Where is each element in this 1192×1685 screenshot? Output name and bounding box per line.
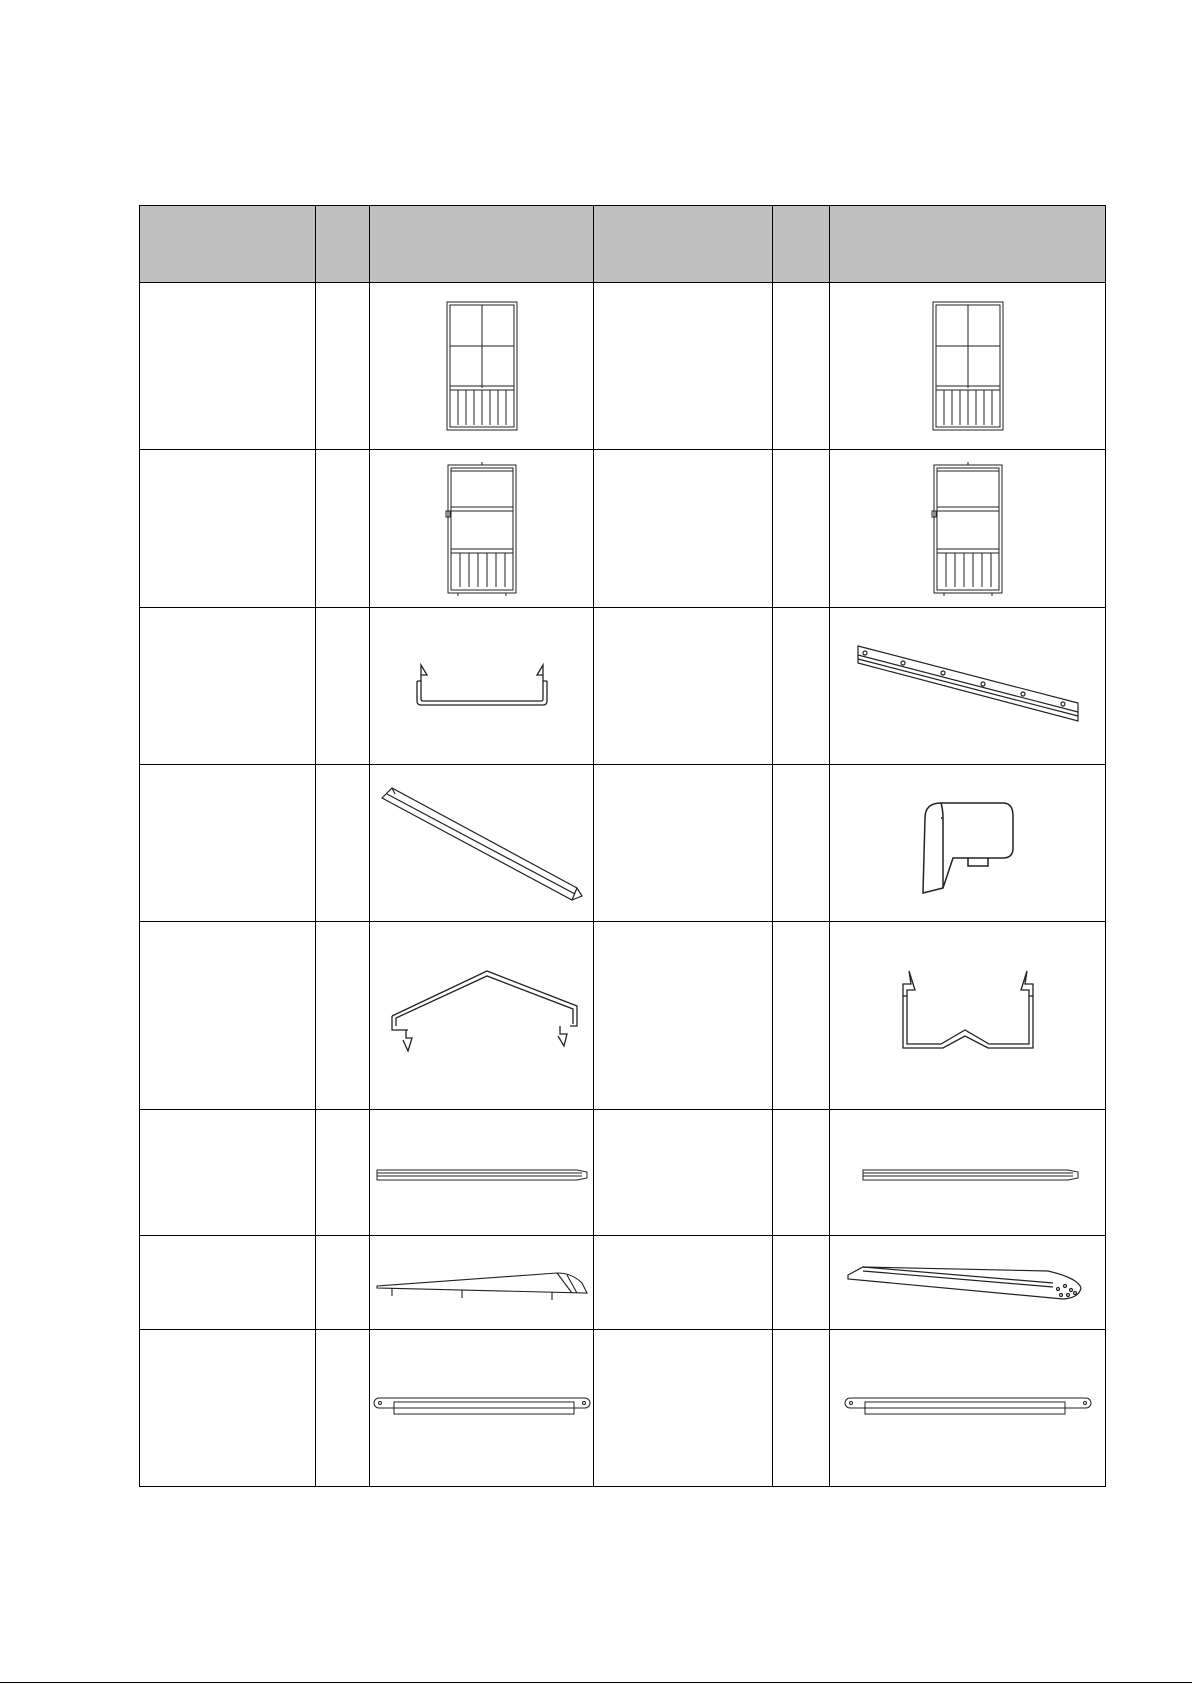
drawing-cell: [370, 450, 594, 608]
thin-rod-icon: [853, 1158, 1083, 1188]
drawing-cell: [370, 1236, 594, 1330]
tapered-bar-icon: [372, 1258, 592, 1308]
table-row: [140, 450, 1106, 608]
drawing-cell: [370, 608, 594, 765]
door-panel-window-icon: [442, 300, 522, 432]
drawing-cell: [830, 765, 1106, 922]
header-drawing: [370, 206, 594, 283]
quantity-cell: [773, 1236, 830, 1330]
header-part-name: [140, 206, 316, 283]
drawing-cell: [370, 1110, 594, 1236]
part-name-cell: [594, 1330, 773, 1487]
perforated-bar-icon: [843, 1253, 1093, 1313]
drawing-cell: [830, 1330, 1106, 1487]
part-name-cell: [140, 1110, 316, 1236]
table-row: [140, 1236, 1106, 1330]
quantity-cell: [316, 1330, 370, 1487]
mounting-rail-icon: [853, 641, 1083, 731]
part-name-cell: [140, 1236, 316, 1330]
quantity-cell: [316, 608, 370, 765]
quantity-cell: [316, 1110, 370, 1236]
footer-rule: [0, 1682, 1192, 1683]
ridge-cap-profile-icon: [382, 966, 582, 1066]
part-name-cell: [140, 765, 316, 922]
drawing-cell: [830, 283, 1106, 450]
track-rail-icon: [377, 778, 587, 908]
drawing-cell: [830, 1236, 1106, 1330]
header-drawing-2: [830, 206, 1106, 283]
quantity-cell: [773, 283, 830, 450]
part-name-cell: [594, 450, 773, 608]
drawing-cell: [370, 765, 594, 922]
quantity-cell: [316, 765, 370, 922]
table-row: [140, 922, 1106, 1110]
drawing-cell: [370, 283, 594, 450]
part-name-cell: [140, 283, 316, 450]
drawing-cell: [370, 922, 594, 1110]
drawing-cell: [830, 450, 1106, 608]
part-name-cell: [594, 765, 773, 922]
drawing-cell: [370, 1330, 594, 1487]
quantity-cell: [316, 1236, 370, 1330]
channel-profile-icon: [407, 661, 557, 711]
quantity-cell: [773, 922, 830, 1110]
part-name-cell: [594, 283, 773, 450]
part-name-cell: [594, 608, 773, 765]
drawing-cell: [830, 922, 1106, 1110]
header-part-name-2: [594, 206, 773, 283]
table-row: [140, 1330, 1106, 1487]
part-name-cell: [594, 1110, 773, 1236]
part-name-cell: [140, 1330, 316, 1487]
header-quantity-2: [773, 206, 830, 283]
quantity-cell: [773, 1330, 830, 1487]
parts-table: [139, 205, 1106, 1487]
quantity-cell: [773, 450, 830, 608]
quantity-cell: [773, 608, 830, 765]
quantity-cell: [773, 765, 830, 922]
drawing-cell: [830, 1110, 1106, 1236]
flat-strap-icon: [372, 1393, 592, 1423]
quantity-cell: [773, 1110, 830, 1236]
table-row: [140, 765, 1106, 922]
thin-rod-icon: [372, 1158, 592, 1188]
part-name-cell: [140, 450, 316, 608]
header-quantity: [316, 206, 370, 283]
quantity-cell: [316, 283, 370, 450]
part-name-cell: [140, 922, 316, 1110]
corner-bracket-icon: [913, 788, 1023, 898]
valley-profile-icon: [893, 966, 1043, 1066]
part-name-cell: [594, 1236, 773, 1330]
door-panel-hinged-icon: [442, 461, 522, 597]
part-name-cell: [594, 922, 773, 1110]
header-row: [140, 206, 1106, 283]
quantity-cell: [316, 922, 370, 1110]
part-name-cell: [140, 608, 316, 765]
quantity-cell: [316, 450, 370, 608]
door-panel-window-icon: [928, 300, 1008, 432]
door-panel-hinged-icon: [928, 461, 1008, 597]
table-row: [140, 1110, 1106, 1236]
table-row: [140, 283, 1106, 450]
flat-strap-icon: [843, 1393, 1093, 1423]
table-row: [140, 608, 1106, 765]
drawing-cell: [830, 608, 1106, 765]
